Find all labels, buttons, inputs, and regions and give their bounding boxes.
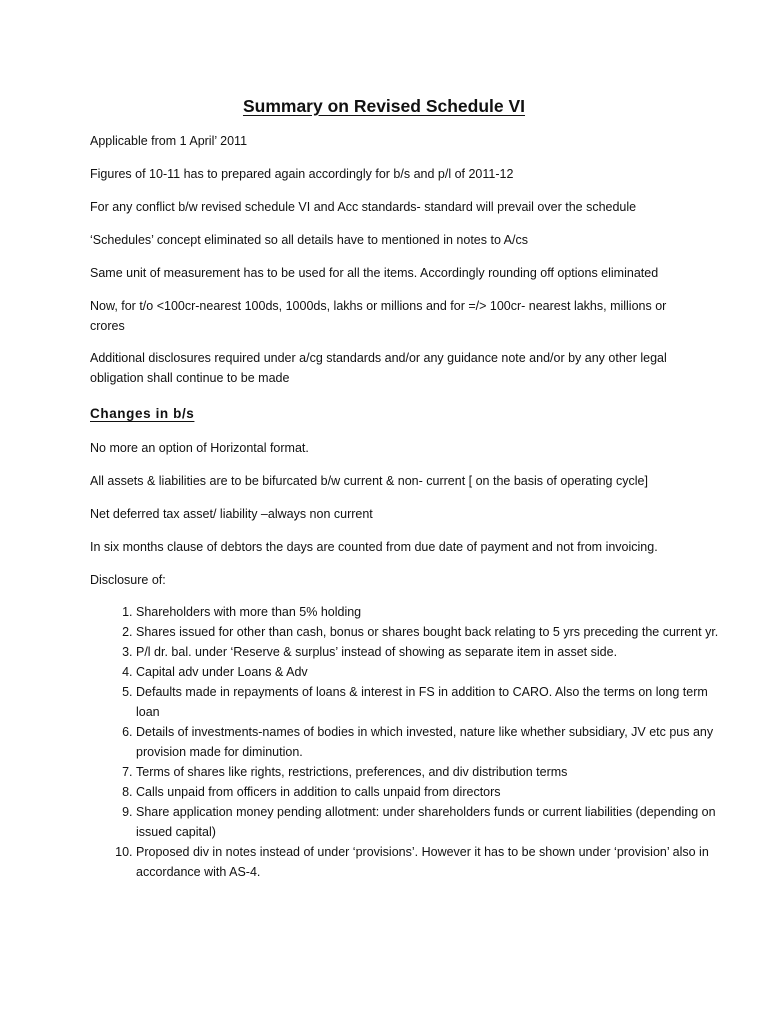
list-item: 3. P/l dr. bal. under ‘Reserve & surplus’ instead of showing as separate item in asset side. xyxy=(136,642,726,662)
paragraph-six-months-clause: In six months clause of debtors the days are counted from due date of payment and not from invoicing. xyxy=(90,540,658,554)
list-item: 7. Terms of shares like rights, restrictions, preferences, and div distribution terms xyxy=(136,762,726,782)
list-item: 2. Shares issued for other than cash, bonus or shares bought back relating to 5 yrs preceding the current yr. xyxy=(136,622,726,642)
paragraph-deferred-tax: Net deferred tax asset/ liability –always non current xyxy=(90,507,373,521)
paragraph-conflict: For any conflict b/w revised schedule VI and Acc standards- standard will prevail over the schedule xyxy=(90,200,637,214)
list-item: 9. Share application money pending allotment: under shareholders funds or current liabilities (depending on issued capital) xyxy=(136,802,726,842)
changes-heading: Changes in b/s xyxy=(90,406,195,421)
list-item: 10. Proposed div in notes instead of under ‘provisions’. However it has to be shown under ‘provision’ also in accordance with AS-4. xyxy=(136,842,726,882)
disclosure-list xyxy=(90,602,726,882)
document-title: Summary on Revised Schedule VI xyxy=(242,96,526,116)
list-item: 6. Details of investments-names of bodies in which invested, nature like whether subsidiary, JV etc pus any provision made for diminution. xyxy=(136,722,726,762)
paragraph-bifurcation: All assets & liabilities are to be bifurcated b/w current & non- current [ on the basis of operating cycle] xyxy=(90,474,648,488)
paragraph-unit-measurement: Same unit of measurement has to be used for all the items. Accordingly rounding off options eliminated xyxy=(90,266,659,280)
disclosure-label: Disclosure of: xyxy=(90,573,166,587)
paragraph-figures: Figures of 10-11 has to prepared again accordingly for b/s and p/l of 2011-12 xyxy=(90,167,514,181)
paragraph-additional-disclosures: Additional disclosures required under a/cg standards and/or any guidance note and/or by any other legal obligation shall continue to be made xyxy=(90,351,667,385)
paragraph-applicable-date: Applicable from 1 April’ 2011 xyxy=(90,134,248,148)
paragraph-rounding: Now, for t/o <100cr-nearest 100ds, 1000ds, lakhs or millions and for =/> 100cr- nearest lakhs, millions or crores xyxy=(90,299,667,333)
paragraph-schedules-concept: ‘Schedules’ concept eliminated so all details have to mentioned in notes to A/cs xyxy=(90,233,528,247)
list-item: 1. Shareholders with more than 5% holding xyxy=(136,602,726,622)
list-item: 5. Defaults made in repayments of loans & interest in FS in addition to CARO. Also the terms on long term loan xyxy=(136,682,726,722)
list-item: 4. Capital adv under Loans & Adv xyxy=(136,662,726,682)
paragraph-horizontal-format: No more an option of Horizontal format. xyxy=(90,441,309,455)
list-item: 8. Calls unpaid from officers in addition to calls unpaid from directors xyxy=(136,782,726,802)
